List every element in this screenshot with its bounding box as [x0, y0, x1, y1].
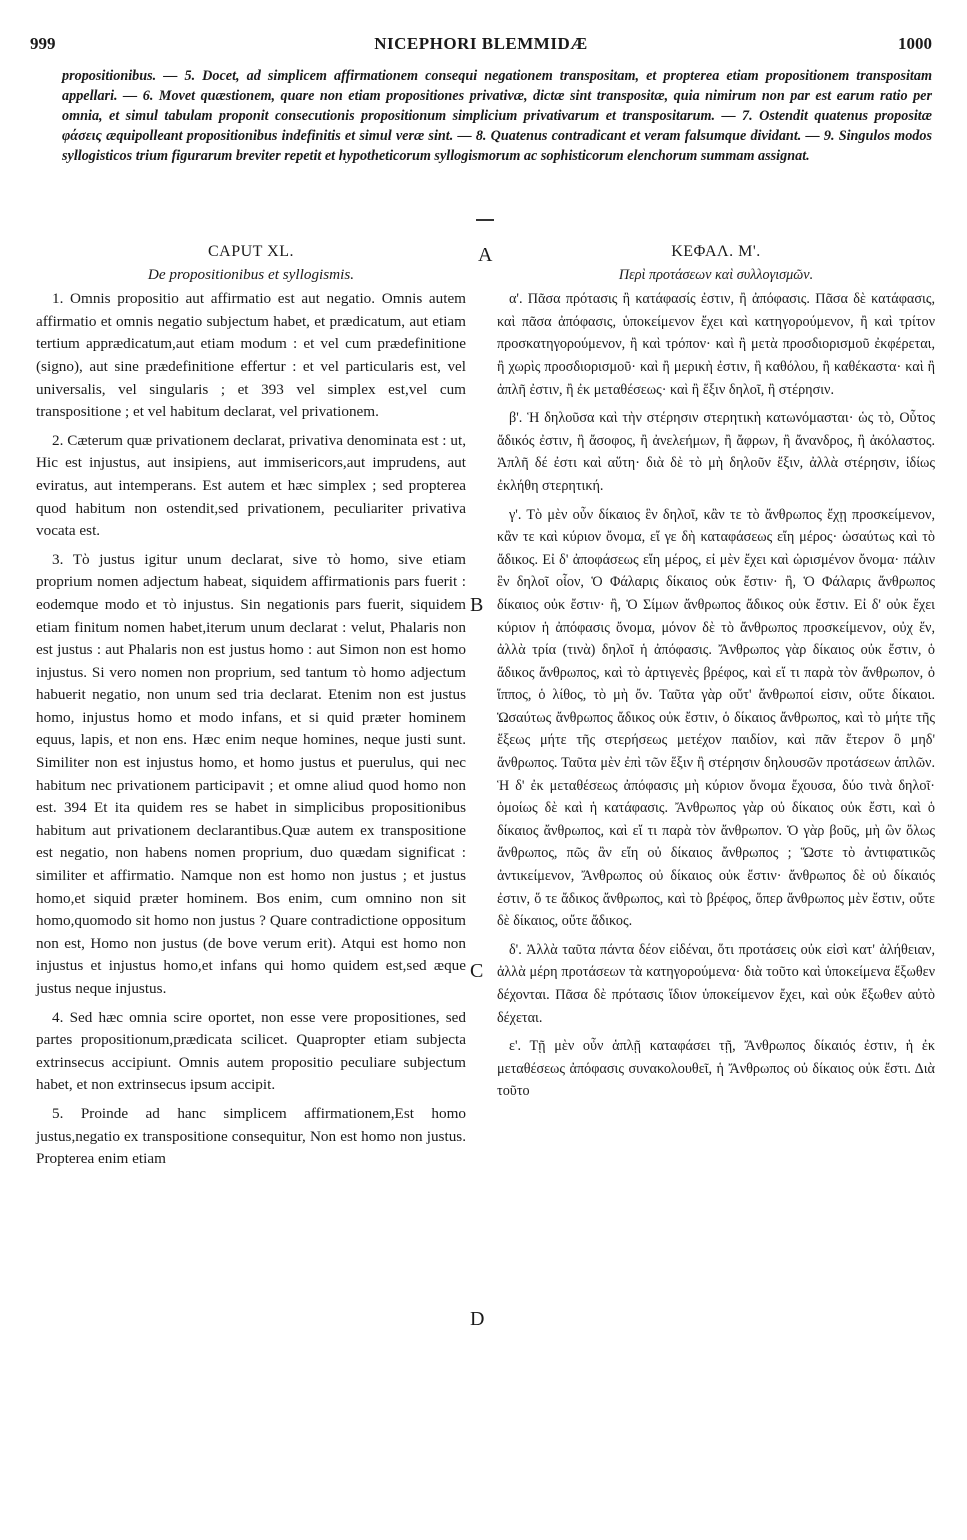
- margin-letter-a: A: [478, 244, 493, 266]
- margin-letter-c: C: [470, 960, 484, 982]
- greek-chapter-heading: ΚΕΦΑΛ. Μ'.: [671, 243, 761, 260]
- latin-paragraph-5: 5. Proinde ad hanc simplicem affirmationem,Est homo justus,negatio ex transpositione consequitur, Non est homo non justus. Propterea enim etiam: [36, 1104, 466, 1168]
- latin-paragraph-2: 2. Cæterum quæ privationem declarat, privativa denominata est : ut, Hic est injustus, aut insipiens, aut immisericors,aut imprudens, aut eviratus, aut intemperans. Est autem et hæc simplex ; sed propterea quod habitum non ostendit,sed privationem, peculiariter privativa vocata est.: [36, 431, 466, 540]
- page-number-right: 1000: [898, 34, 932, 53]
- latin-chapter-subtitle: De propositionibus et syllogismis.: [147, 265, 355, 283]
- greek-column: [497, 241, 935, 1109]
- latin-paragraph-4: 4. Sed hæc omnia scire oportet, non esse vere propositiones, sed partes propositionum,prædicata scilicet. Quapropter etiam subjecta extrinsecus accipiunt. Omnis autem propositio peculiare subjectum habet, et non extrinsecus ipsum accipit.: [36, 1008, 466, 1094]
- section-divider: [476, 219, 494, 221]
- greek-paragraph-1: α'. Πᾶσα πρότασις ἢ κατάφασίς ἐστιν, ἢ ἀπόφασις. Πᾶσα δὲ κατάφασις, καὶ πᾶσα ἀπόφασις, ὑποκείμενον ἔχει καὶ κατηγορούμενον, ἢ καὶ τρίτον προσκατηγορούμενον, ἢ καὶ τρόπον· καὶ ἢ μετὰ προσδιορισμοῦ ἐκφέρεται, ἢ χωρὶς προσδιορισμοῦ· καὶ ἢ μερικὴ ἐστιν, ἢ καθόλου, ἢ καθέκαστα· καὶ ἢ ἁπλῆ ἐστιν, ἢ ἐκ μεταθέσεως· καὶ ἢ ἕξιν δηλοῖ, ἢ στέρησιν.: [497, 291, 935, 398]
- running-title: NICEPHORI BLEMMIDÆ: [374, 34, 588, 53]
- latin-chapter-heading: CAPUT XL.: [208, 243, 294, 260]
- greek-paragraph-5: ε'. Τῇ μὲν οὖν ἁπλῇ καταφάσει τῇ, Ἄνθρωπος δίκαιός ἐστιν, ἡ ἐκ μεταθέσεως ἀπόφασις συνακολουθεῖ, ἡ Ἄνθρωπος οὐ δίκαιος οὐκ ἔστι. Διὰ τοῦτο: [497, 1038, 935, 1100]
- page-number-left: 999: [30, 34, 56, 53]
- summary-text: propositionibus. — 5. Docet, ad simplicem affirmationem consequi negationem transpositam, et propterea etiam propositionem transpositam appellari. — 6. Movet quæstionem, quare non etiam propositiones privativæ, dictæ sint transpositæ, quia nimirum non par est earum ratio per omnia, et simul tabulam proponit consecutionis propositionum simplicium privativarum et transpositarum. — 7. Ostendit quatenus propositæ φάσεις æquipolleant propositionibus indefinitis et simul veræ sint. — 8. Quatenus contradicant et veram falsumque dividant. — 9. Singulos modos syllogisticos trium figurarum breviter repetit et hypotheticorum syllogismorum ac sophisticorum elenchorum summam assignat.: [62, 68, 932, 164]
- greek-paragraph-2: β'. Ἡ δηλοῦσα καὶ τὴν στέρησιν στερητικὴ κατωνόμασται· ὡς τὸ, Οὗτος ἄδικός ἐστιν, ἢ ἄσοφος, ἢ ἀνελεήμων, ἢ ἄφρων, ἢ ἄνανδρος, ἢ ἀκόλαστος. Ἁπλῆ δέ ἐστι καὶ αὕτη· διὰ δὲ τὸ μὴ δηλοῦν ἕξιν, ἀλλὰ στέρησιν, ἰδίως ἐκλήθη στερητική.: [497, 410, 935, 494]
- margin-letter-d: D: [470, 1308, 485, 1330]
- chapter-summary: [62, 66, 932, 166]
- running-header: [30, 34, 932, 60]
- margin-letter-b: B: [470, 594, 484, 616]
- greek-chapter-subtitle: Περὶ προτάσεων καὶ συλλογισμῶν.: [618, 266, 814, 283]
- latin-paragraph-3: 3. Τὸ justus igitur unum declarat, sive τὸ homo, sive etiam proprium nomen adjectum habeat, siquidem affirmationis pars fuerit : eodemque modo et τὸ injustus. Sin negationis pars fuerit, siquidem etiam finitum nomen habet,iterum unum declarat : velut, Phalaris non est justus : aut Phalaris non est justus homo : aut Simon non est homo injustus. Si vero nomen non proprium, sed tantum τὸ homo adjectum habuerit negatio, non unum sed tria declarat. Etenim non est justus homo, injustus homo et modo infans, et si quid præter hominem equus, lapis, et non ens. Hæc enim neque homines, neque justi sunt. Similiter non est injustus homo, et homo justus et puerulus, qui nec habitum nec privationem participavit ; et omne aliud quod homo non est. 394 Et ita quidem res se habet in simplicibus propositionibus habitum aut privationem declarantibus.Quæ autem ex transpositione est negatio, non habens nomen proprium, duo quædam significat : similiter et affirmatio. Namque non est homo non justus ; et justus homo,et siquid præter hominem. Bos enim, cum omnino non sit homo,quomodo sit homo non justus ? Quare contradictione oppositum non est, Homo non justus (de bove verum erit). Atqui est homo non injustus et injustus homo,et infans qui homo quidem est,sed æque justus neque injustus.: [36, 550, 466, 997]
- greek-paragraph-4: δ'. Ἀλλὰ ταῦτα πάντα δέον εἰδέναι, ὅτι προτάσεις οὐκ εἰσὶ κατ' ἀλήθειαν, ἀλλὰ μέρη προτάσεων τὰ κατηγορούμενα· διὰ τοῦτο καὶ ὑποκείμενα ἔξωθεν δέχονται. Πᾶσα δὲ πρότασις ἴδιον ὑποκείμενον ἔχει, καὶ οὐκ ἔξωθεν αὐτὸ δέχεται.: [497, 941, 935, 1026]
- greek-paragraph-3: γ'. Τὸ μὲν οὖν δίκαιος ἓν δηλοῖ, κἂν τε τὸ ἄνθρωπος ἔχῃ προσκείμενον, κἂν τε καὶ κύριον ὄνομα, εἴ γε δὴ καταφάσεως εἴη μέρος· ὡσαύτως καὶ τὸ ἄδικος. Εἰ δ' ἀποφάσεως εἴη μέρος, εἰ μὲν ἔχει καὶ ὡρισμένον ὄνομα· πάλιν ἓν δηλοῖ οἷον, Ὁ Φάλαρις δίκαιος οὐκ ἔστιν· ἢ, Ὁ Φάλαρις ἄνθρωπος δίκαιος οὐκ ἔστιν· ἢ, Ὁ Σίμων ἄνθρωπος ἄδικος οὐκ ἔστιν. Εἰ δ' οὐκ ἔχει κύριον ἡ ἀπόφασις ὄνομα, μόνον δὲ τὸ ἄνθρωπος προσκείμενον, οὐχ ἕν, ἀλλὰ τρία (τινὰ) δηλοῖ ἡ ἀπόφασις. Ἄνθρωπος γὰρ δίκαιος οὐκ ἔστιν, ὁ ἄδικος ἄνθρωπος, καὶ τὸ ἀρτιγενὲς βρέφος, καὶ εἴ τι παρὰ τὸν ἄνθρωπον, ὁ ἵππος, ὁ λίθος, τὸ μὴ ὄν. Ταῦτα γὰρ οὔτ' ἄνθρωποί εἰσιν, οὔτε δίκαιοι. Ὡσαύτως ἄνθρωπος ἄδικος οὐκ ἔστιν, ὁ δίκαιος ἄνθρωπος, καὶ τὸ μήτε τῆς ἕξεως μήτε τῆς στερήσεως μετέχον παιδίον, καὶ πᾶν ἕτερον ὃ μηδ' ἄνθρωπος. Ταῦτα μὲν ἐπὶ τῶν ἕξιν ἢ στέρησιν δηλουσῶν προτάσεων ἁπλῶν. Ἡ δ' ἐκ μεταθέσεως ἀπόφασις μὴ κύριον ὄνομα ἔχουσα, δύο τινὰ δηλοῖ· ὁμοίως δὲ καὶ ἡ κατάφασις. Ἄνθρωπος γὰρ οὐ δίκαιος οὐκ ἔστι, καὶ ὁ δίκαιος ἄνθρωπος, καὶ εἴ τι παρὰ τὸν ἄνθρωπον. Ὁ γὰρ βοῦς, μὴ ὢν ὅλως ἄνθρωπος, πῶς ἂν εἴη οὐ δίκαιος ἄνθρωπος ; Ὥστε τὸ ἀντιφατικῶς ἀντικείμενον, Ἄνθρωπος οὐ δίκαιος οὐκ ἔστιν· ἄνθρωπος δὲ οὐ δίκαιός ἐστιν, ὅ τε ἄδικος ἄνθρωπος, καὶ τὸ βρέφος, ὅπερ ἄνθρωπος μὲν ἔστιν, οὔτε δὲ δίκαιος, οὔτε ἄδικος.: [497, 506, 935, 930]
- latin-column: [36, 241, 466, 1177]
- latin-paragraph-1: 1. Omnis propositio aut affirmatio est aut negatio. Omnis autem affirmatio et omnis negatio subjectum habet, et prædicatum, aut etiam tertium apprædicatum,aut etiam modum : et vel cum prædefinitione (signo), aut sine prædefinitione effertur : et vel particularis est, vel universalis, vel singularis ; et 393 vel simplex est,vel cum transpositione ; et vel habitum declarat, vel privationem.: [36, 290, 466, 421]
